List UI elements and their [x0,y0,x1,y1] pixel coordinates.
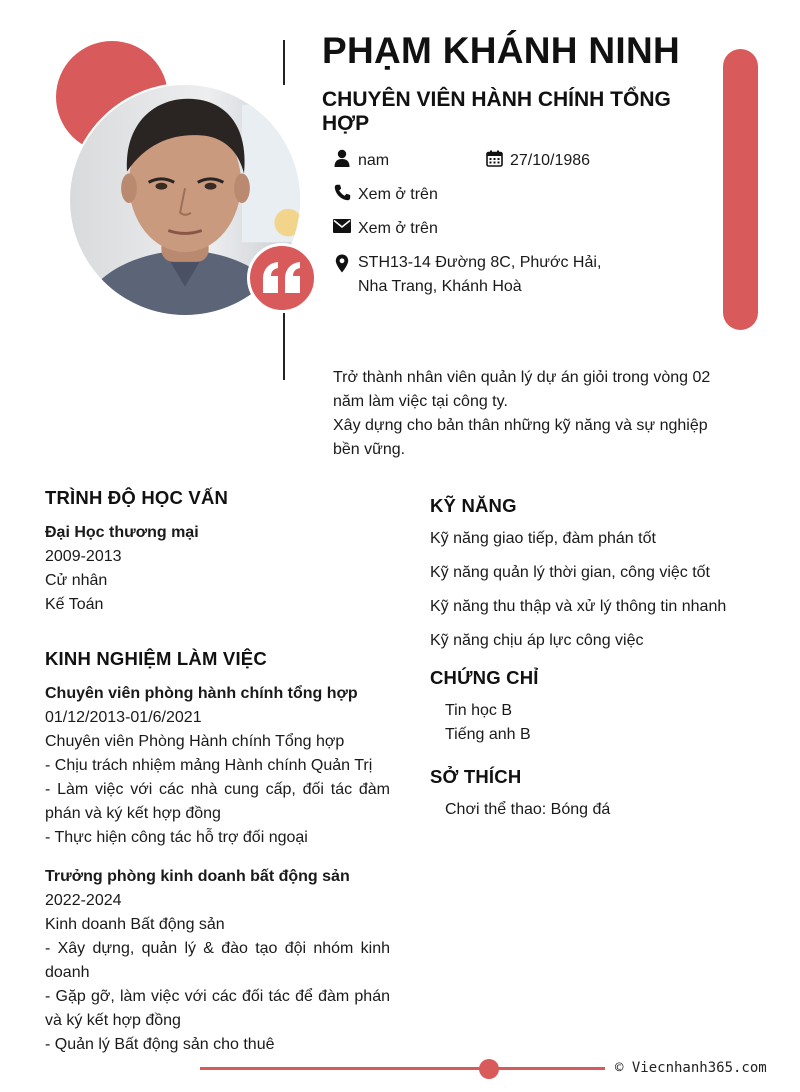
hobbies-heading: SỞ THÍCH [430,766,522,787]
objective-line: Trở thành nhân viên quản lý dự án giỏi trong vòng 02 [333,369,711,386]
job-duty: - Quản lý Bất động sản cho thuê [45,1036,275,1053]
divider-line-bottom [283,313,285,380]
skill-item: Kỹ năng chịu áp lực công việc [430,632,644,649]
divider-line-top [283,40,285,85]
certificates-list [445,699,765,747]
info-birthdate [485,149,590,173]
info-phone [333,183,438,207]
job-title: CHUYÊN VIÊN HÀNH CHÍNH TỔNG HỢP [322,88,671,135]
job-period: 2022-2024 [45,892,122,909]
job-duty: - Xây dựng, quản lý & đào tạo đội nhóm kinh doanh [45,940,390,981]
info-address [333,251,601,299]
footer-line [200,1067,605,1070]
phone-icon [333,183,351,201]
experience-item [45,682,390,850]
address-line-2: Nha Trang, Khánh Hoà [358,278,522,295]
job-period: 01/12/2013-01/6/2021 [45,709,202,726]
footer-dot [479,1059,499,1079]
info-email [333,217,438,241]
calendar-icon [485,149,503,167]
education-degree: Cử nhân [45,572,108,589]
job-title: Trưởng phòng kinh doanh bất động sản [45,868,350,885]
skill-item: Kỹ năng thu thập và xử lý thông tin nhanh [430,598,727,615]
education-major: Kế Toán [45,596,104,613]
education-school: Đại Học thương mại [45,524,199,541]
accent-bar [723,49,758,330]
objective-line: bền vững. [333,441,406,458]
job-duty: - Chịu trách nhiệm mảng Hành chính Quản Trị [45,757,373,774]
objective-line: năm làm việc tại công ty. [333,393,508,410]
experience-heading: KINH NGHIỆM LÀM VIỆC [45,648,267,669]
job-title: Chuyên viên phòng hành chính tổng hợp [45,685,358,702]
email-value: Xem ở trên [358,220,438,237]
address-line-1: STH13-14 Đường 8C, Phước Hải, [358,254,602,271]
mail-icon [333,217,351,235]
certificate-item: Tin học B [445,702,512,719]
certificates-heading: CHỨNG CHỈ [430,667,539,688]
education-heading: TRÌNH ĐỘ HỌC VẤN [45,487,229,508]
job-role: Kinh doanh Bất động sản [45,916,225,933]
candidate-name: PHẠM KHÁNH NINH [322,30,681,71]
gender-value: nam [358,152,390,169]
skill-item: Kỹ năng giao tiếp, đàm phán tốt [430,530,656,547]
quote-icon [261,261,303,295]
hobby-item: Chơi thể thao: Bóng đá [445,801,611,818]
education-block [45,521,390,617]
info-gender [333,149,389,173]
objective-line: Xây dựng cho bản thân những kỹ năng và sự nghiệp [333,417,708,434]
birthdate-value: 27/10/1986 [510,152,591,169]
skill-item: Kỹ năng quản lý thời gian, công việc tốt [430,564,710,581]
hobbies-list [445,798,765,822]
skills-heading: KỸ NĂNG [430,495,517,516]
quote-badge [247,243,317,313]
address-value [358,251,601,299]
experience-item [45,865,390,1057]
education-period: 2009-2013 [45,548,122,565]
phone-value: Xem ở trên [358,186,438,203]
job-duty: - Làm việc với các nhà cung cấp, đối tác đàm phán và ký kết hợp đồng [45,781,390,822]
job-duty: - Thực hiện công tác hỗ trợ đối ngoại [45,829,308,846]
career-objective [333,366,743,462]
location-pin-icon [333,254,351,272]
footer-credit: © Viecnhanh365.com [615,1060,767,1076]
certificate-item: Tiếng anh B [445,726,531,743]
job-role: Chuyên viên Phòng Hành chính Tổng hợp [45,733,345,750]
skills-list [430,527,770,653]
person-icon [333,149,351,167]
job-duty: - Gặp gỡ, làm việc với các đối tác để đàm phán và ký kết hợp đồng [45,988,390,1029]
